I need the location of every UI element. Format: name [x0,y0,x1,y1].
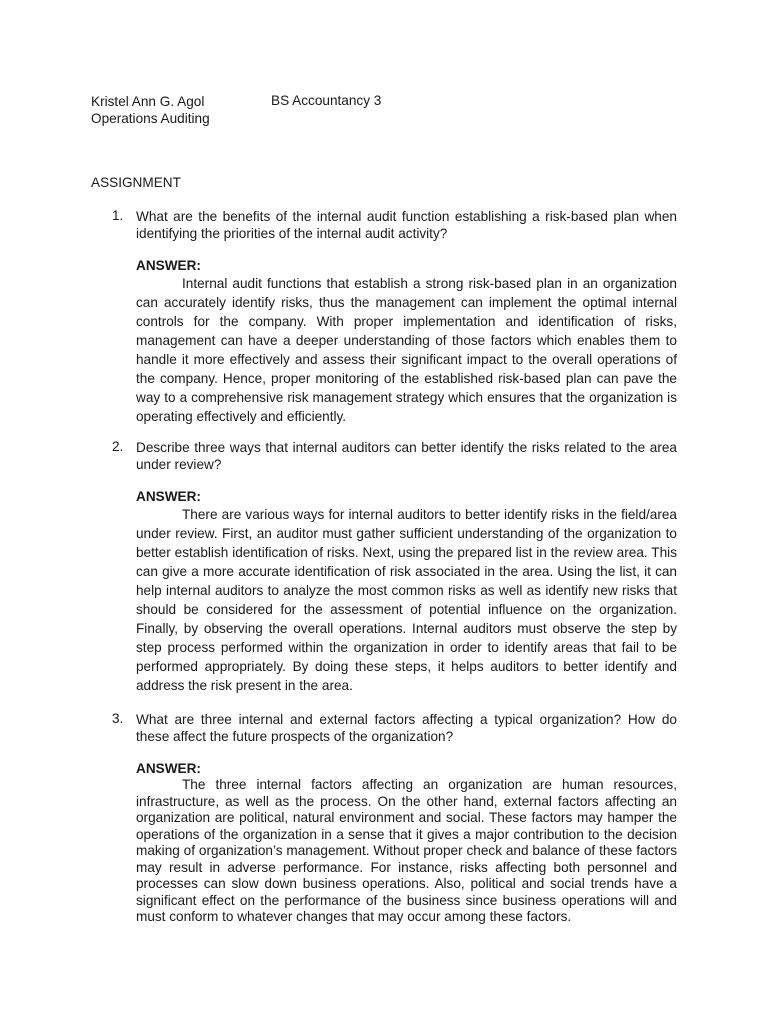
question-text: What are the benefits of the internal audit function establishing a risk-based plan when identifying the priorities of the internal audit activity? [136,209,677,241]
question-number: 3. [112,711,124,726]
course-name: Operations Auditing [91,111,210,126]
student-program: BS Accountancy 3 [271,93,382,108]
question-item-1 [112,208,677,426]
question-text: What are three internal and external factors affecting a typical organization? How do these affect the future prospects of the organization? [136,712,677,744]
question-text: Describe three ways that internal auditors can better identify the risks related to the area under review? [136,440,677,472]
question-item-2 [112,439,677,695]
question-item-3 [112,711,677,926]
answer-label: ANSWER: [136,489,201,504]
answer-label: ANSWER: [136,761,201,776]
answer-text: The three internal factors affecting an organization are human resources, infrastructure, as well as the process. On the other hand, external factors affecting an organization are political, natural environment and social. These factors may hamper the operations of the organization in a sense that it gives a major contribution to the decision making of organization’s management. Without proper check and balance of these factors may result in adverse performance. For instance, risks affecting both personnel and processes can slow down business operations. Also, political and social trends have a significant effect on the performance of the business since business operations will and must conform to whatever changes that may occur among these factors. [136,777,677,924]
answer-text: Internal audit functions that establish a strong risk-based plan in an organization can accurately identify risks, thus the management can implement the optimal internal controls for the company. With proper implementation and identification of risks, management can have a deeper understanding of those factors which enables them to handle it more effectively and assess their significant impact to the overall operations of the company. Hence, proper monitoring of the established risk-based plan can pave the way to a comprehensive risk management strategy which ensures that the organization is operating effectively and efficiently. [136,276,677,424]
answer-label: ANSWER: [136,258,201,273]
question-number: 2. [112,439,124,454]
assignment-title: ASSIGNMENT [91,175,181,190]
student-name: Kristel Ann G. Agol [91,94,205,109]
question-number: 1. [112,208,124,223]
answer-text: There are various ways for internal auditors to better identify risks in the field/area under review. First, an auditor must gather sufficient understanding of the organization to better establish identification of risks. Next, using the prepared list in the review area. This can give a more accurate identification of risk associated in the area. Using the list, it can help internal auditors to analyze the most common risks as well as identify new risks that should be considered for the assessment of potential influence on the organization. Finally, by observing the overall operations. Internal auditors must observe the step by step process performed within the organization in order to identify areas that fail to be performed appropriately. By doing these steps, it helps auditors to better identify and address the risk present in the area. [136,507,677,693]
